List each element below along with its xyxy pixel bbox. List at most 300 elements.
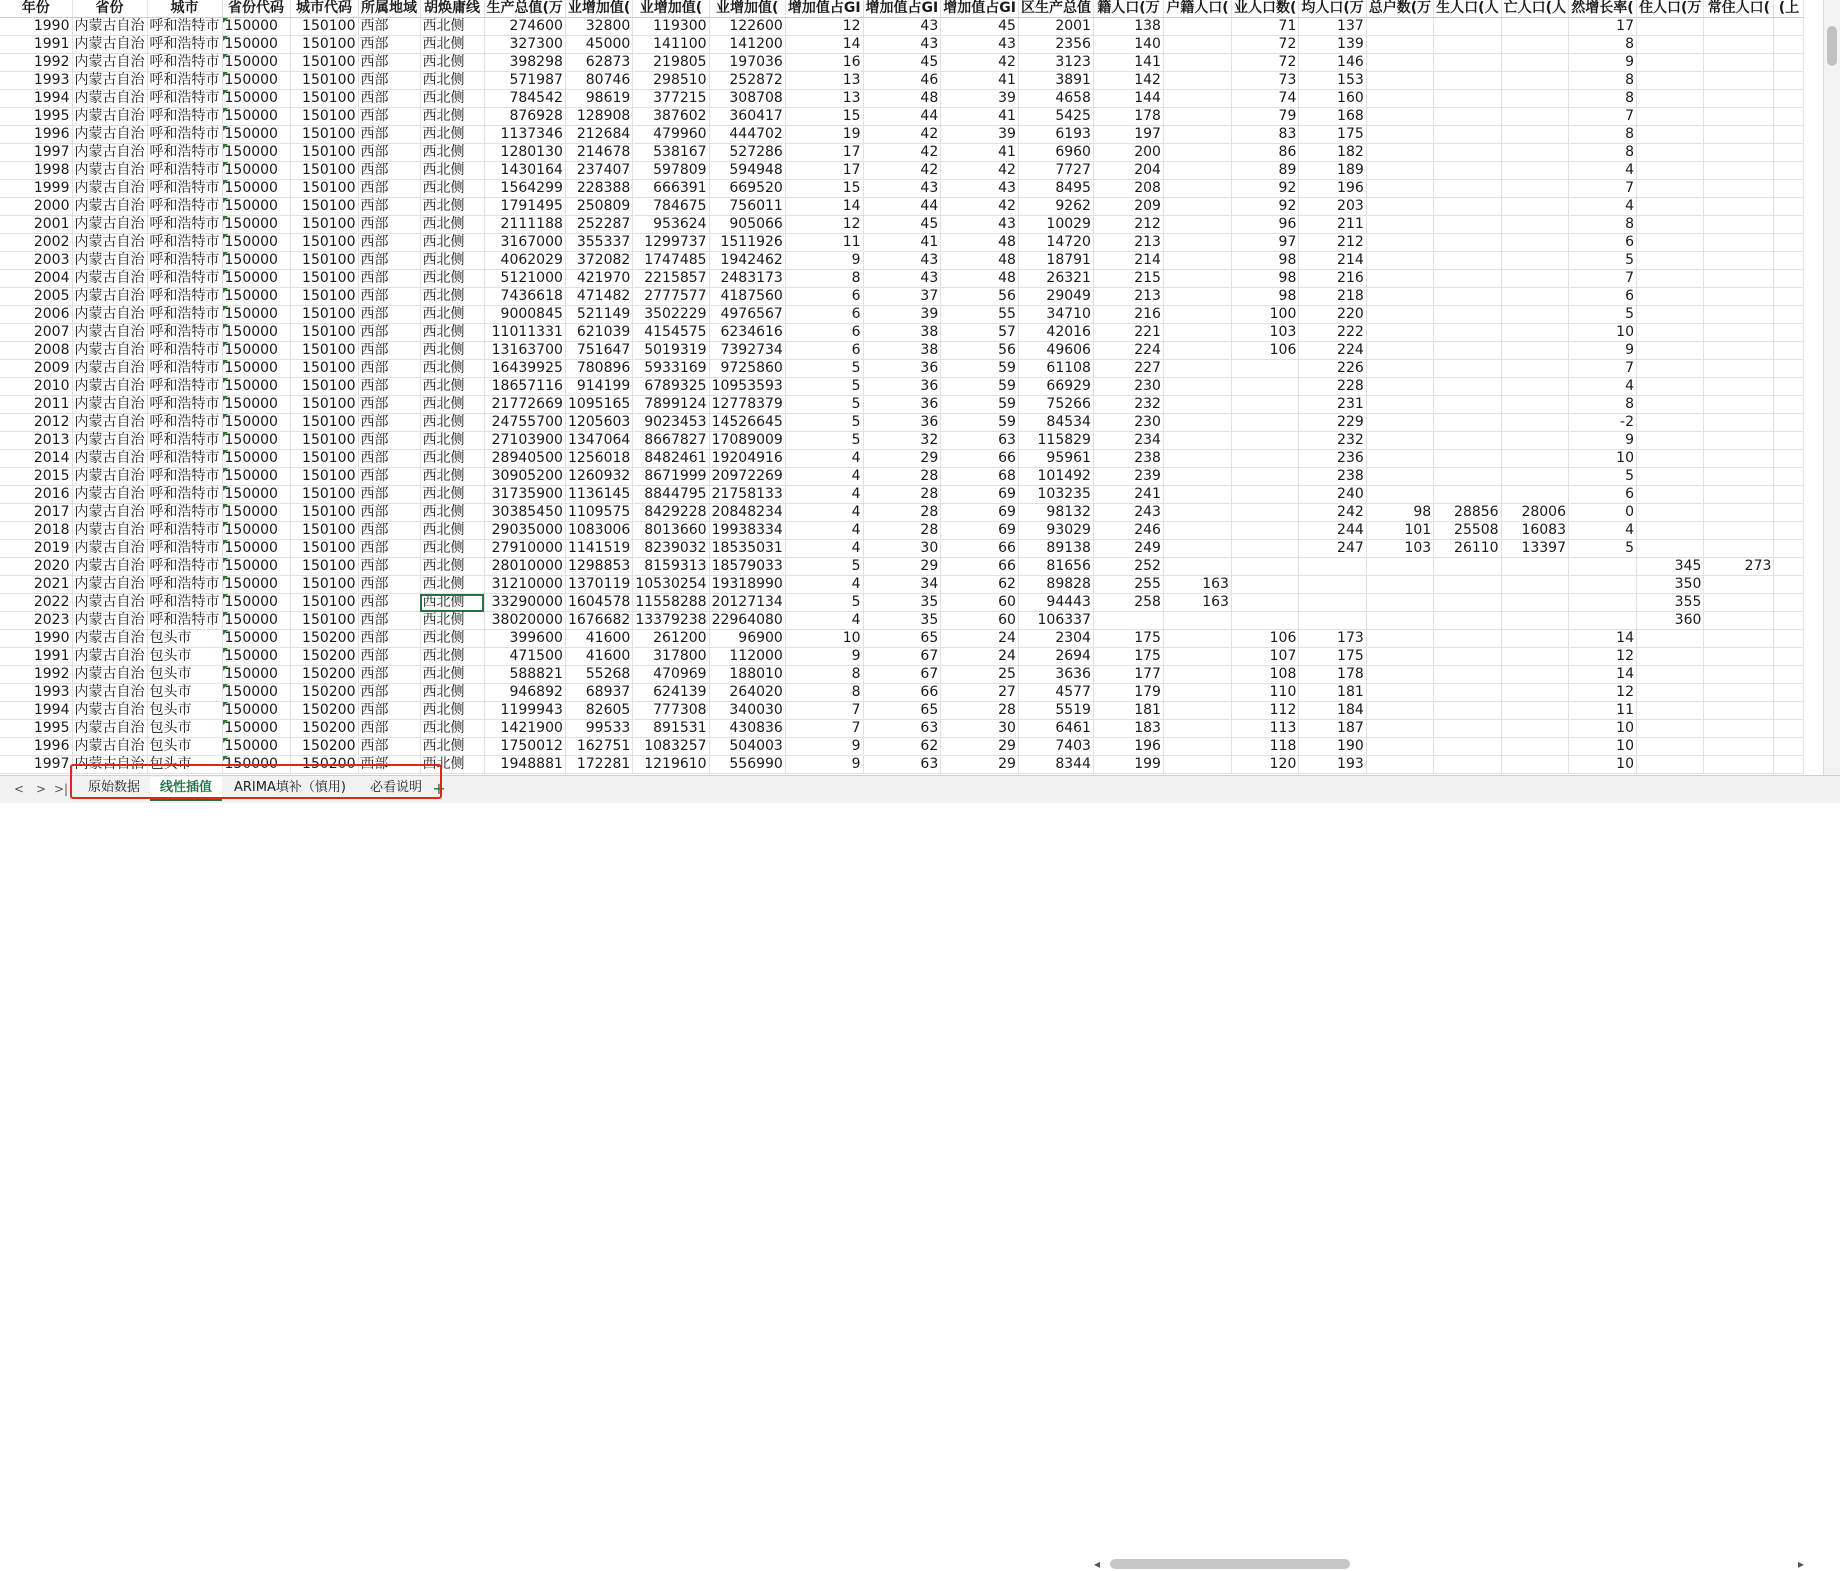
cell[interactable]: 11 <box>785 234 863 252</box>
cell[interactable]: 150000 <box>222 540 290 558</box>
cell[interactable]: 65 <box>863 702 941 720</box>
cell[interactable]: 203 <box>1299 198 1366 216</box>
cell[interactable]: 39 <box>941 126 1019 144</box>
cell[interactable]: 7 <box>1568 108 1636 126</box>
cell[interactable]: 内蒙古自治 <box>72 378 147 396</box>
cell[interactable]: 317800 <box>633 648 709 666</box>
cell[interactable]: 32800 <box>565 18 632 36</box>
cell[interactable]: 163 <box>1163 576 1231 594</box>
cell[interactable]: 2021 <box>0 576 72 594</box>
cell[interactable]: 214678 <box>565 144 632 162</box>
cell[interactable]: 10 <box>785 630 863 648</box>
cell[interactable]: 150100 <box>290 108 358 126</box>
cell[interactable]: 9023453 <box>633 414 709 432</box>
cell[interactable]: 内蒙古自治 <box>72 180 147 198</box>
cell[interactable]: 73 <box>1231 72 1298 90</box>
cell[interactable]: 西北侧 <box>420 342 484 360</box>
cell[interactable]: 呼和浩特市 <box>147 72 222 90</box>
cell[interactable]: 141200 <box>709 36 785 54</box>
cell[interactable]: 150000 <box>222 666 290 684</box>
cell[interactable] <box>1434 18 1501 36</box>
cell[interactable]: 66 <box>941 558 1019 576</box>
cell[interactable]: 8 <box>1568 126 1636 144</box>
cell[interactable]: 150100 <box>290 54 358 72</box>
cell[interactable]: 西北侧 <box>420 90 484 108</box>
cell[interactable]: 479960 <box>633 126 709 144</box>
cell[interactable] <box>1636 450 1703 468</box>
cell[interactable]: 1347064 <box>565 432 632 450</box>
cell[interactable] <box>1636 396 1703 414</box>
cell[interactable] <box>1434 126 1501 144</box>
cell[interactable]: 5 <box>785 558 863 576</box>
cell[interactable]: 西部 <box>358 108 420 126</box>
cell[interactable]: 234 <box>1093 432 1163 450</box>
cell[interactable]: 5 <box>785 396 863 414</box>
cell[interactable]: 呼和浩特市 <box>147 108 222 126</box>
cell[interactable]: 63 <box>863 756 941 774</box>
cell[interactable]: 236 <box>1299 450 1366 468</box>
cell[interactable]: 44 <box>863 198 941 216</box>
cell[interactable] <box>1434 342 1501 360</box>
cell[interactable]: 230 <box>1093 414 1163 432</box>
cell[interactable]: 273 <box>1704 558 1774 576</box>
cell[interactable]: 西部 <box>358 324 420 342</box>
cell[interactable]: 150200 <box>290 720 358 738</box>
cell[interactable]: 150100 <box>290 360 358 378</box>
cell[interactable] <box>1636 504 1703 522</box>
cell[interactable] <box>1501 252 1568 270</box>
cell[interactable]: 42 <box>941 162 1019 180</box>
cell[interactable]: 113 <box>1231 720 1298 738</box>
cell[interactable]: 29 <box>863 450 941 468</box>
cell[interactable] <box>1366 270 1433 288</box>
cell[interactable]: 150100 <box>290 252 358 270</box>
cell[interactable]: 43 <box>941 216 1019 234</box>
cell[interactable]: 150000 <box>222 18 290 36</box>
cell[interactable]: 4 <box>785 522 863 540</box>
cell[interactable]: 西北侧 <box>420 270 484 288</box>
next-sheet-icon[interactable]: > <box>35 782 47 796</box>
cell[interactable] <box>1704 396 1774 414</box>
cell[interactable]: 556990 <box>709 756 785 774</box>
cell[interactable]: 西部 <box>358 468 420 486</box>
cell[interactable] <box>1774 720 1804 738</box>
cell[interactable]: 43 <box>941 180 1019 198</box>
cell[interactable] <box>1366 576 1433 594</box>
cell[interactable]: 内蒙古自治 <box>72 324 147 342</box>
column-header[interactable]: 常住人口( <box>1704 0 1774 18</box>
cell[interactable]: 14 <box>785 36 863 54</box>
cell[interactable]: 西北侧 <box>420 684 484 702</box>
cell[interactable] <box>1636 324 1703 342</box>
cell[interactable]: 59 <box>941 378 1019 396</box>
cell[interactable] <box>1704 504 1774 522</box>
cell[interactable] <box>1231 378 1298 396</box>
cell[interactable]: 150000 <box>222 36 290 54</box>
cell[interactable]: 5 <box>785 360 863 378</box>
cell[interactable]: 2009 <box>0 360 72 378</box>
cell[interactable]: 3123 <box>1018 54 1093 72</box>
cell[interactable]: 141100 <box>633 36 709 54</box>
cell[interactable]: 1430164 <box>484 162 565 180</box>
cell[interactable]: 9 <box>785 756 863 774</box>
cell[interactable] <box>1774 522 1804 540</box>
cell[interactable]: 5 <box>1568 252 1636 270</box>
cell[interactable]: 20848234 <box>709 504 785 522</box>
cell[interactable] <box>1434 612 1501 630</box>
cell[interactable]: 3891 <box>1018 72 1093 90</box>
cell[interactable] <box>1774 396 1804 414</box>
cell[interactable] <box>1366 702 1433 720</box>
cell[interactable] <box>1231 612 1298 630</box>
cell[interactable]: 68937 <box>565 684 632 702</box>
cell[interactable]: 西北侧 <box>420 72 484 90</box>
add-sheet-icon[interactable]: + <box>432 779 446 798</box>
cell[interactable] <box>1704 720 1774 738</box>
cell[interactable]: 215 <box>1093 270 1163 288</box>
cell[interactable] <box>1434 450 1501 468</box>
cell[interactable]: 150100 <box>290 468 358 486</box>
column-header[interactable]: 生人口(人 <box>1434 0 1501 18</box>
cell[interactable]: 150100 <box>290 216 358 234</box>
cell[interactable]: 63 <box>863 720 941 738</box>
cell[interactable]: 1083006 <box>565 522 632 540</box>
cell[interactable]: 41600 <box>565 648 632 666</box>
cell[interactable]: 204 <box>1093 162 1163 180</box>
cell[interactable]: 183 <box>1093 720 1163 738</box>
cell[interactable] <box>1774 648 1804 666</box>
cell[interactable]: 西部 <box>358 72 420 90</box>
cell[interactable]: 86 <box>1231 144 1298 162</box>
cell[interactable]: 22964080 <box>709 612 785 630</box>
cell[interactable]: 西部 <box>358 54 420 72</box>
cell[interactable]: 内蒙古自治 <box>72 342 147 360</box>
cell[interactable] <box>1434 252 1501 270</box>
cell[interactable] <box>1704 54 1774 72</box>
cell[interactable] <box>1704 594 1774 612</box>
cell[interactable]: 内蒙古自治 <box>72 234 147 252</box>
cell[interactable]: 150200 <box>290 738 358 756</box>
cell[interactable]: 西北侧 <box>420 576 484 594</box>
cell[interactable]: 1995 <box>0 108 72 126</box>
scroll-left-icon[interactable]: ◂ <box>1093 1557 1101 1571</box>
cell[interactable]: 521149 <box>565 306 632 324</box>
cell[interactable]: 150200 <box>290 648 358 666</box>
cell[interactable] <box>1366 54 1433 72</box>
cell[interactable] <box>1299 612 1366 630</box>
cell[interactable]: 2111188 <box>484 216 565 234</box>
cell[interactable]: 西北侧 <box>420 738 484 756</box>
cell[interactable]: 7403 <box>1018 738 1093 756</box>
cell[interactable]: 呼和浩特市 <box>147 612 222 630</box>
cell[interactable]: 4 <box>785 576 863 594</box>
cell[interactable]: 10 <box>1568 756 1636 774</box>
cell[interactable] <box>1704 432 1774 450</box>
cell[interactable]: 19318990 <box>709 576 785 594</box>
cell[interactable]: 西部 <box>358 504 420 522</box>
cell[interactable]: 包头市 <box>147 720 222 738</box>
cell[interactable] <box>1231 450 1298 468</box>
cell[interactable]: 43 <box>863 270 941 288</box>
cell[interactable]: 377215 <box>633 90 709 108</box>
cell[interactable]: 444702 <box>709 126 785 144</box>
cell[interactable]: 1747485 <box>633 252 709 270</box>
cell[interactable]: 西部 <box>358 90 420 108</box>
cell[interactable]: 呼和浩特市 <box>147 180 222 198</box>
cell[interactable]: 西北侧 <box>420 378 484 396</box>
cell[interactable] <box>1704 684 1774 702</box>
cell[interactable]: 150000 <box>222 378 290 396</box>
tab-raw-data[interactable]: 原始数据 <box>88 780 141 795</box>
cell[interactable]: 呼和浩特市 <box>147 90 222 108</box>
cell[interactable]: 208 <box>1093 180 1163 198</box>
cell[interactable]: 99533 <box>565 720 632 738</box>
cell[interactable]: 41 <box>941 144 1019 162</box>
cell[interactable] <box>1434 324 1501 342</box>
cell[interactable]: 66 <box>941 540 1019 558</box>
cell[interactable]: 4577 <box>1018 684 1093 702</box>
cell[interactable]: 4658 <box>1018 90 1093 108</box>
cell[interactable]: 150100 <box>290 486 358 504</box>
cell[interactable]: 229 <box>1299 414 1366 432</box>
cell[interactable] <box>1774 486 1804 504</box>
cell[interactable]: 59 <box>941 396 1019 414</box>
cell[interactable]: 28 <box>863 504 941 522</box>
cell[interactable] <box>1434 378 1501 396</box>
cell[interactable]: 1083257 <box>633 738 709 756</box>
cell[interactable] <box>1366 198 1433 216</box>
cell[interactable]: 56 <box>941 288 1019 306</box>
cell[interactable]: 150100 <box>290 342 358 360</box>
cell[interactable]: 252287 <box>565 216 632 234</box>
cell[interactable] <box>1366 126 1433 144</box>
cell[interactable]: 1750012 <box>484 738 565 756</box>
cell[interactable]: 28010000 <box>484 558 565 576</box>
cell[interactable]: 238 <box>1299 468 1366 486</box>
cell[interactable]: 2001 <box>0 216 72 234</box>
cell[interactable]: 43 <box>863 252 941 270</box>
cell[interactable]: 西北侧 <box>420 288 484 306</box>
cell[interactable]: 471482 <box>565 288 632 306</box>
cell[interactable]: 150100 <box>290 180 358 198</box>
cell[interactable]: 196 <box>1093 738 1163 756</box>
cell[interactable]: 9 <box>785 252 863 270</box>
cell[interactable]: 187 <box>1299 720 1366 738</box>
cell[interactable]: 4 <box>785 468 863 486</box>
cell[interactable] <box>1163 486 1231 504</box>
cell[interactable]: 内蒙古自治 <box>72 270 147 288</box>
cell[interactable]: 呼和浩特市 <box>147 234 222 252</box>
cell[interactable] <box>1366 108 1433 126</box>
cell[interactable]: 9725860 <box>709 360 785 378</box>
cell[interactable] <box>1568 594 1636 612</box>
cell[interactable]: 340030 <box>709 702 785 720</box>
cell[interactable]: 250809 <box>565 198 632 216</box>
cell[interactable]: 1421900 <box>484 720 565 738</box>
cell[interactable]: 2023 <box>0 612 72 630</box>
cell[interactable]: 西部 <box>358 414 420 432</box>
cell[interactable]: 西北侧 <box>420 540 484 558</box>
cell[interactable] <box>1774 18 1804 36</box>
cell[interactable] <box>1704 648 1774 666</box>
cell[interactable]: 38020000 <box>484 612 565 630</box>
cell[interactable] <box>1231 576 1298 594</box>
cell[interactable]: 112000 <box>709 648 785 666</box>
prev-sheet-icon[interactable]: < <box>13 782 25 796</box>
cell[interactable]: 264020 <box>709 684 785 702</box>
cell[interactable] <box>1501 648 1568 666</box>
cell[interactable]: 西部 <box>358 684 420 702</box>
cell[interactable]: 西北侧 <box>420 216 484 234</box>
cell[interactable]: 西部 <box>358 252 420 270</box>
cell[interactable]: 261200 <box>633 630 709 648</box>
cell[interactable] <box>1163 432 1231 450</box>
cell[interactable]: 西部 <box>358 378 420 396</box>
cell[interactable] <box>1636 522 1703 540</box>
cell[interactable] <box>1434 144 1501 162</box>
cell[interactable]: 43 <box>941 36 1019 54</box>
cell[interactable]: 35 <box>863 612 941 630</box>
cell[interactable]: 4187560 <box>709 288 785 306</box>
cell[interactable]: 内蒙古自治 <box>72 468 147 486</box>
cell[interactable]: 128908 <box>565 108 632 126</box>
cell[interactable]: 西北侧 <box>420 486 484 504</box>
cell[interactable]: 2215857 <box>633 270 709 288</box>
column-header[interactable]: 城市代码 <box>290 0 358 18</box>
cell[interactable]: 西部 <box>358 540 420 558</box>
cell[interactable]: 包头市 <box>147 756 222 774</box>
cell[interactable]: 24755700 <box>484 414 565 432</box>
cell[interactable] <box>1636 666 1703 684</box>
cell[interactable]: 呼和浩特市 <box>147 18 222 36</box>
cell[interactable]: 79 <box>1231 108 1298 126</box>
cell[interactable] <box>1636 306 1703 324</box>
cell[interactable]: 62 <box>941 576 1019 594</box>
cell[interactable] <box>1774 270 1804 288</box>
cell[interactable] <box>1501 558 1568 576</box>
cell[interactable]: 28 <box>863 522 941 540</box>
cell[interactable]: 41 <box>941 108 1019 126</box>
last-sheet-icon[interactable]: >| <box>54 782 69 796</box>
cell[interactable]: 西北侧 <box>420 612 484 630</box>
cell[interactable] <box>1774 504 1804 522</box>
cell[interactable] <box>1568 576 1636 594</box>
cell[interactable] <box>1501 756 1568 774</box>
cell[interactable]: 29 <box>941 756 1019 774</box>
cell[interactable]: 49606 <box>1018 342 1093 360</box>
cell[interactable]: 150100 <box>290 450 358 468</box>
cell[interactable]: 10029 <box>1018 216 1093 234</box>
cell[interactable]: 59 <box>941 360 1019 378</box>
cell[interactable]: 98 <box>1366 504 1433 522</box>
cell[interactable]: 89828 <box>1018 576 1093 594</box>
cell[interactable]: 西北侧 <box>420 702 484 720</box>
cell[interactable] <box>1501 378 1568 396</box>
cell[interactable]: 2008 <box>0 342 72 360</box>
cell[interactable] <box>1704 450 1774 468</box>
cell[interactable]: 5933169 <box>633 360 709 378</box>
cell[interactable] <box>1366 630 1433 648</box>
cell[interactable] <box>1774 702 1804 720</box>
cell[interactable]: 8 <box>1568 72 1636 90</box>
cell[interactable]: 14526645 <box>709 414 785 432</box>
cell[interactable]: 西北侧 <box>420 234 484 252</box>
cell[interactable]: 55268 <box>565 666 632 684</box>
cell[interactable]: 呼和浩特市 <box>147 36 222 54</box>
cell[interactable] <box>1366 252 1433 270</box>
cell[interactable] <box>1774 450 1804 468</box>
cell[interactable]: 呼和浩特市 <box>147 594 222 612</box>
cell[interactable]: 8013660 <box>633 522 709 540</box>
cell[interactable] <box>1231 594 1298 612</box>
cell[interactable]: 21772669 <box>484 396 565 414</box>
cell[interactable]: 232 <box>1093 396 1163 414</box>
cell[interactable]: 6193 <box>1018 126 1093 144</box>
cell[interactable]: 西部 <box>358 180 420 198</box>
cell[interactable] <box>1093 612 1163 630</box>
cell[interactable]: 6461 <box>1018 720 1093 738</box>
cell[interactable]: 1998 <box>0 162 72 180</box>
cell[interactable]: 内蒙古自治 <box>72 288 147 306</box>
cell[interactable]: 1676682 <box>565 612 632 630</box>
cell[interactable]: 18657116 <box>484 378 565 396</box>
cell[interactable]: 150100 <box>290 36 358 54</box>
cell[interactable]: 197 <box>1093 126 1163 144</box>
cell[interactable] <box>1163 216 1231 234</box>
cell[interactable]: 4154575 <box>633 324 709 342</box>
cell[interactable]: 6960 <box>1018 144 1093 162</box>
cell[interactable]: 163 <box>1163 594 1231 612</box>
vertical-scrollbar[interactable] <box>1823 0 1840 775</box>
cell[interactable] <box>1434 756 1501 774</box>
cell[interactable]: 594948 <box>709 162 785 180</box>
cell[interactable]: 224 <box>1299 342 1366 360</box>
cell[interactable]: 150100 <box>290 540 358 558</box>
cell[interactable]: 8 <box>785 666 863 684</box>
cell[interactable]: 150000 <box>222 630 290 648</box>
cell[interactable]: 150000 <box>222 288 290 306</box>
cell[interactable] <box>1501 270 1568 288</box>
cell[interactable]: 30905200 <box>484 468 565 486</box>
cell[interactable]: 150200 <box>290 702 358 720</box>
cell[interactable]: 56 <box>941 342 1019 360</box>
cell[interactable]: 4 <box>785 540 863 558</box>
cell[interactable]: 8 <box>1568 396 1636 414</box>
cell[interactable] <box>1163 612 1231 630</box>
cell[interactable]: 103 <box>1366 540 1433 558</box>
cell[interactable]: 355 <box>1636 594 1703 612</box>
cell[interactable] <box>1434 486 1501 504</box>
cell[interactable]: 3636 <box>1018 666 1093 684</box>
cell[interactable] <box>1636 378 1703 396</box>
cell[interactable]: 4 <box>1568 162 1636 180</box>
tab-arima-fill[interactable]: ARIMA填补（慎用) <box>234 780 346 795</box>
cell[interactable]: 150000 <box>222 522 290 540</box>
cell[interactable] <box>1774 414 1804 432</box>
cell[interactable]: 11558288 <box>633 594 709 612</box>
cell[interactable]: 97 <box>1231 234 1298 252</box>
cell[interactable]: 178 <box>1093 108 1163 126</box>
cell[interactable] <box>1366 162 1433 180</box>
cell[interactable]: 150100 <box>290 396 358 414</box>
cell[interactable] <box>1704 108 1774 126</box>
cell[interactable] <box>1163 756 1231 774</box>
cell[interactable] <box>1704 486 1774 504</box>
cell[interactable]: 28006 <box>1501 504 1568 522</box>
cell[interactable]: 43 <box>863 18 941 36</box>
cell[interactable]: 42 <box>863 162 941 180</box>
cell[interactable] <box>1434 162 1501 180</box>
